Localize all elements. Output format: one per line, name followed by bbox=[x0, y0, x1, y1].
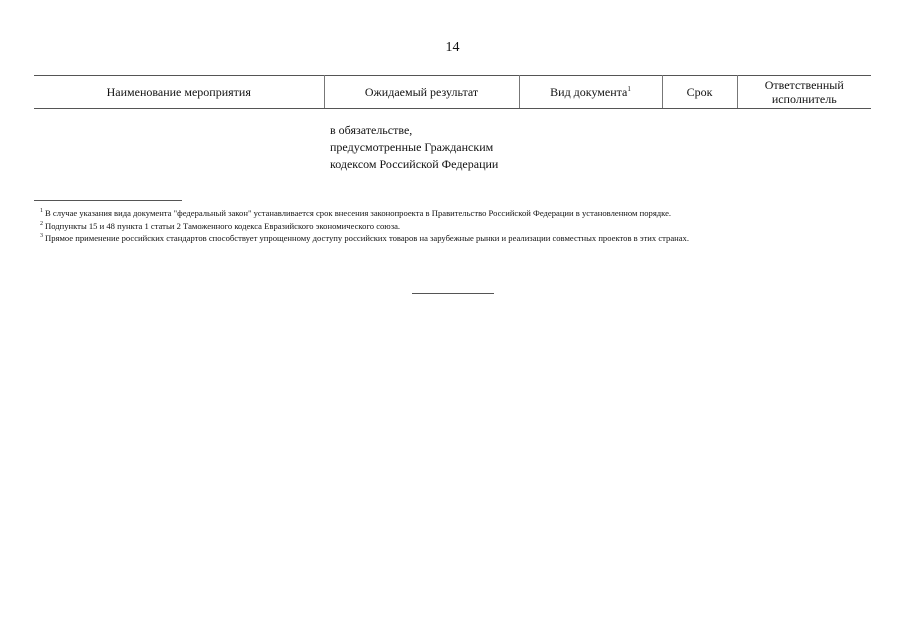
footnotes bbox=[40, 207, 870, 245]
table-header-row bbox=[34, 76, 871, 109]
cell-line: кодексом Российской Федерации bbox=[330, 157, 499, 171]
column-header-document-type: Вид документа$^1$ bbox=[519, 76, 662, 109]
cell-line: в обязательстве, bbox=[330, 123, 413, 137]
footnote-mark: 1 bbox=[40, 208, 43, 215]
page-number: 14 bbox=[445, 40, 460, 55]
footnote bbox=[40, 232, 870, 245]
footnote bbox=[40, 207, 870, 220]
column-header-event-name: Наименование мероприятия bbox=[34, 76, 324, 109]
column-header-expected-result: Ожидаемый результат bbox=[324, 76, 519, 109]
footnote-text: Подпункты 15 и 48 пункта 1 статьи 2 Таможенного кодекса Евразийского экономического союза. bbox=[45, 220, 401, 231]
column-header-deadline: Срок bbox=[662, 76, 737, 109]
cell-line: предусмотренные Гражданским bbox=[330, 140, 494, 154]
footnote bbox=[40, 220, 870, 233]
end-of-document-line bbox=[412, 293, 494, 294]
footnote-separator bbox=[34, 200, 182, 201]
footnote-ref: 1 bbox=[627, 85, 631, 93]
footnote-mark: 2 bbox=[40, 220, 43, 227]
expected-result-cell bbox=[330, 122, 530, 173]
column-header-responsible: Ответственный исполнитель bbox=[737, 76, 871, 109]
footnote-text: Прямое применение российских стандартов способствует упрощенному доступу российских товаров на зарубежные рынки и реализации совместных проектов в этих странах. bbox=[45, 233, 689, 243]
footnote-mark: 3 bbox=[40, 233, 43, 240]
footnote-text: В случае указания вида документа "федеральный закон" устанавливается срок внесения законопроекта в Правительство Российской Федерации в установленном порядке. bbox=[45, 208, 672, 218]
header-table bbox=[34, 75, 871, 109]
